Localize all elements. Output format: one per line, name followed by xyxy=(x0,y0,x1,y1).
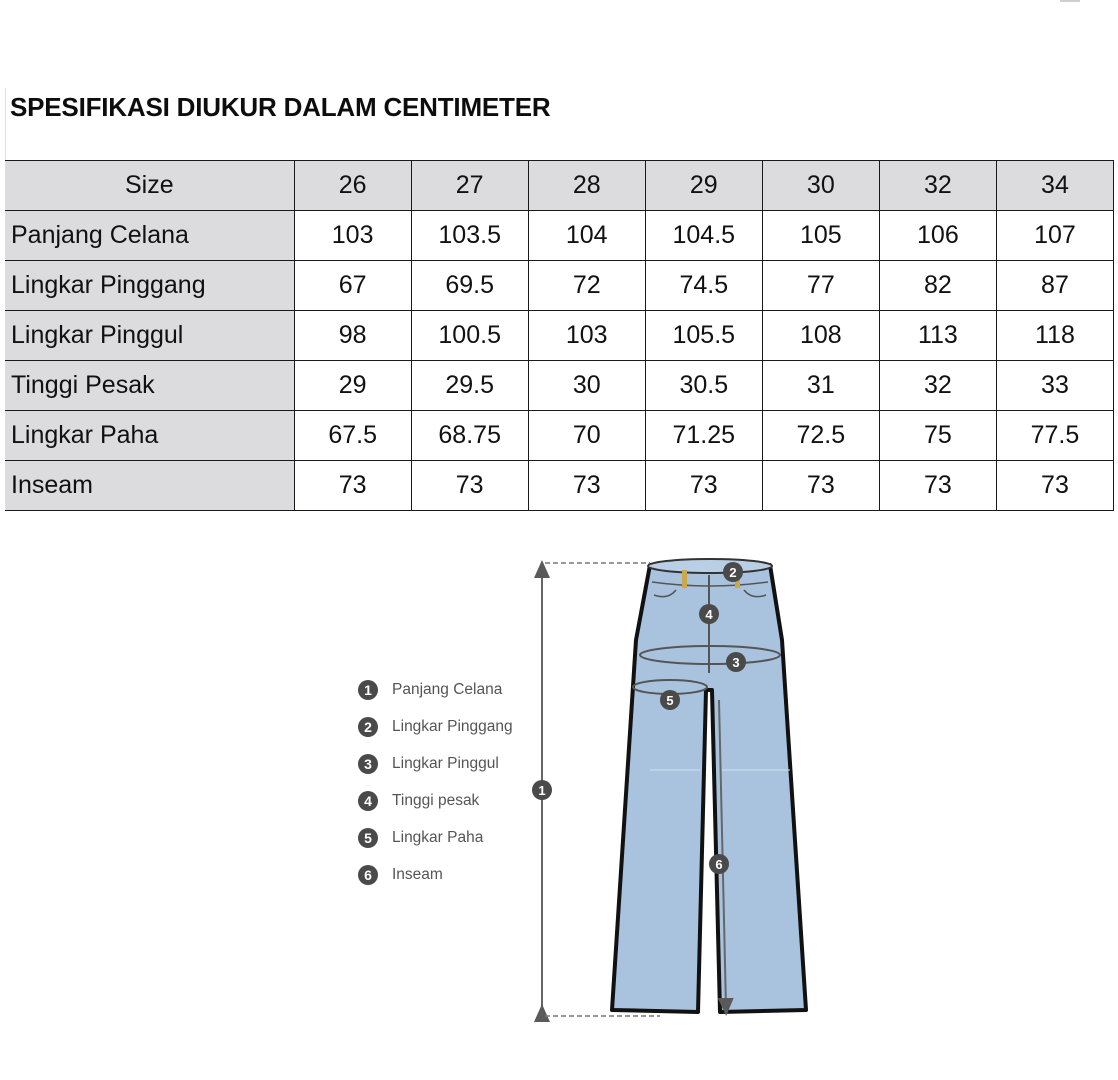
cell: 70 xyxy=(528,411,645,461)
cell: 68.75 xyxy=(411,411,528,461)
cell: 33 xyxy=(996,361,1113,411)
cell: 32 xyxy=(879,361,996,411)
left-rule xyxy=(5,88,6,160)
cell: 75 xyxy=(879,411,996,461)
jeans-illustration xyxy=(0,540,1118,1040)
cell: 106 xyxy=(879,211,996,261)
cell: 73 xyxy=(996,461,1113,511)
legend-label: Lingkar Pinggang xyxy=(392,717,513,735)
legend-label: Panjang Celana xyxy=(392,680,503,698)
number-badge-icon: 4 xyxy=(358,791,378,811)
cell: 77 xyxy=(762,261,879,311)
cell: 107 xyxy=(996,211,1113,261)
header-size: 34 xyxy=(996,161,1113,211)
row-label: Lingkar Pinggang xyxy=(5,261,294,311)
svg-text:6: 6 xyxy=(715,857,723,872)
cell: 30 xyxy=(528,361,645,411)
number-badge-icon: 2 xyxy=(358,717,378,737)
header-size: 26 xyxy=(294,161,411,211)
svg-text:2: 2 xyxy=(729,565,737,580)
svg-text:3: 3 xyxy=(732,655,740,670)
row-label: Inseam xyxy=(5,461,294,511)
cell: 100.5 xyxy=(411,311,528,361)
cell: 73 xyxy=(879,461,996,511)
cell: 77.5 xyxy=(996,411,1113,461)
svg-text:5: 5 xyxy=(666,693,674,708)
header-size: 32 xyxy=(879,161,996,211)
cell: 87 xyxy=(996,261,1113,311)
cell: 82 xyxy=(879,261,996,311)
page-title: SPESIFIKASI DIUKUR DALAM CENTIMETER xyxy=(10,92,551,122)
cell: 103.5 xyxy=(411,211,528,261)
table-row xyxy=(5,461,1114,511)
size-chart-table xyxy=(5,160,1114,511)
table-row xyxy=(5,311,1114,361)
cell: 104 xyxy=(528,211,645,261)
cell: 67.5 xyxy=(294,411,411,461)
cell: 73 xyxy=(528,461,645,511)
cell: 69.5 xyxy=(411,261,528,311)
row-label: Panjang Celana xyxy=(5,211,294,261)
cell: 74.5 xyxy=(645,261,762,311)
legend-label: Tinggi pesak xyxy=(392,791,480,809)
header-size: 27 xyxy=(411,161,528,211)
cell: 30.5 xyxy=(645,361,762,411)
svg-text:1: 1 xyxy=(538,783,546,798)
legend-label: Lingkar Paha xyxy=(392,828,484,846)
cell: 73 xyxy=(645,461,762,511)
header-size: 30 xyxy=(762,161,879,211)
cell: 105 xyxy=(762,211,879,261)
table-row xyxy=(5,411,1114,461)
cell: 67 xyxy=(294,261,411,311)
cell: 103 xyxy=(528,311,645,361)
cell: 105.5 xyxy=(645,311,762,361)
number-badge-icon: 5 xyxy=(358,828,378,848)
table-row xyxy=(5,261,1114,311)
cell: 103 xyxy=(294,211,411,261)
number-badge-icon: 6 xyxy=(358,865,378,885)
cell: 73 xyxy=(762,461,879,511)
table-header-row xyxy=(5,161,1114,211)
header-size-label: Size xyxy=(5,161,294,211)
svg-text:4: 4 xyxy=(705,607,713,622)
cell: 104.5 xyxy=(645,211,762,261)
cell: 72.5 xyxy=(762,411,879,461)
legend-label: Inseam xyxy=(392,865,443,883)
table-row xyxy=(5,211,1114,261)
table-row xyxy=(5,361,1114,411)
header-size: 29 xyxy=(645,161,762,211)
cell: 29.5 xyxy=(411,361,528,411)
legend-label: Lingkar Pinggul xyxy=(392,754,499,772)
cell: 73 xyxy=(411,461,528,511)
top-edge-mark xyxy=(1060,0,1080,2)
cell: 73 xyxy=(294,461,411,511)
row-label: Lingkar Paha xyxy=(5,411,294,461)
cell: 72 xyxy=(528,261,645,311)
cell: 113 xyxy=(879,311,996,361)
cell: 108 xyxy=(762,311,879,361)
header-size: 28 xyxy=(528,161,645,211)
cell: 118 xyxy=(996,311,1113,361)
number-badge-icon: 1 xyxy=(358,680,378,700)
row-label: Lingkar Pinggul xyxy=(5,311,294,361)
cell: 29 xyxy=(294,361,411,411)
cell: 98 xyxy=(294,311,411,361)
number-badge-icon: 3 xyxy=(358,754,378,774)
row-label: Tinggi Pesak xyxy=(5,361,294,411)
measurement-diagram xyxy=(0,540,1118,1040)
cell: 31 xyxy=(762,361,879,411)
cell: 71.25 xyxy=(645,411,762,461)
